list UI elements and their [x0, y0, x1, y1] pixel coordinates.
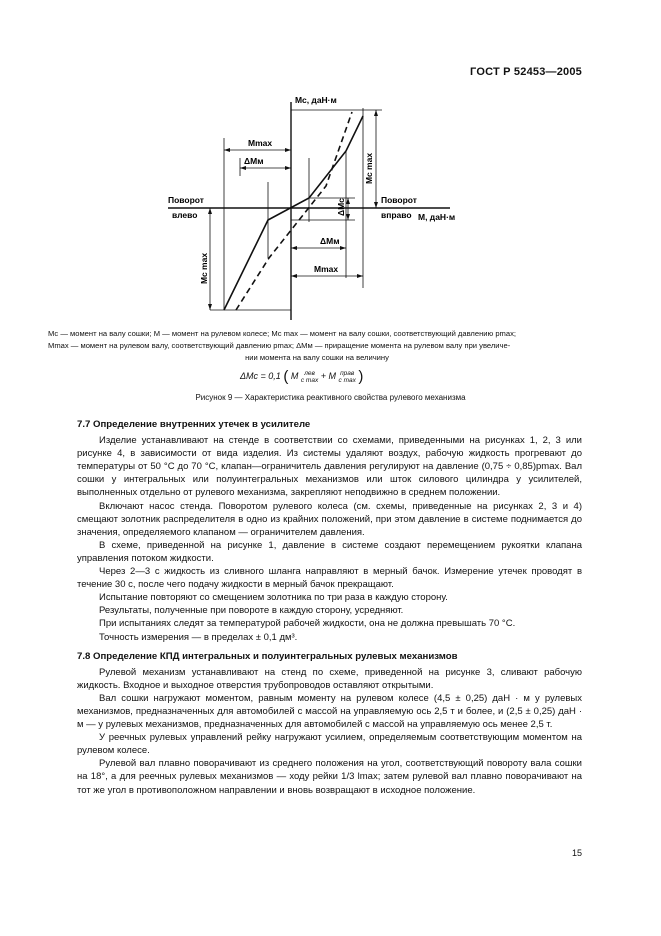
y-axis-label: Мс, даН·м — [295, 95, 337, 105]
legend-line-3: нии момента на валу сошки на величину — [245, 353, 389, 362]
right-turn-label-1: Поворот — [381, 195, 417, 205]
dm-c-label: ΔМс — [336, 198, 346, 216]
left-turn-label-2: влево — [172, 210, 198, 220]
section-7-8-paragraph: Вал сошки нагружают моментом, равным моменту на рулевом колесе (4,5 ± 0,25) даН · м у рулевых механизмов, предназначенных для автомобилей с массой на управляемую ось 2,5 т и более, и (2,5 ± 0,25) даН · м — у рулевых механизмов, предназначенных для автомобилей с массой на управляемую ось менее 2,5 т. — [77, 692, 582, 731]
section-7-8-paragraph: Рулевой механизм устанавливают на стенд по схеме, приведенной на рисунке 3, сливают рабочую жидкость. Входное и выходное отверстия трубопроводов оставляют открытыми. — [77, 666, 582, 691]
section-7-8-title: 7.8 Определение КПД интегральных и полуинтегральных рулевых механизмов — [77, 650, 458, 662]
section-7-7-paragraph: Изделие устанавливают на стенде в соответствии со схемами, приведенными на рисунках 1, 2, 3 или рисунке 4, в зависимости от вида изделия. Из системы удаляют воздух, рабочую жидкость прогревают до температуры от 50 °С до 70 °С, клапан—ограничитель давления регулируют на давление (0,75 ÷ 0,85)pmax. Вал сошки у интегральных или полуинтегральных механизмов или шток силового цилиндра у усилителей, выполненных отдельно от рулевого механизма, закрепляют неподвижно в среднем положении. — [77, 435, 582, 499]
formula-left: ΔМс = 0,1 — [240, 370, 281, 381]
legend-line-2: Мmax — момент на рулевом валу, соответствующий давлению pmax; ΔМм — приращение момента на рулевом валу при увеличе- — [48, 341, 511, 350]
section-7-7-title: 7.7 Определение внутренних утечек в усилителе — [77, 419, 311, 430]
section-7-7-paragraph: При испытаниях следят за температурой рабочей жидкости, она не должна превышать 70 °С. — [99, 618, 516, 630]
main-content — [77, 418, 582, 797]
document-header: ГОСТ Р 52453—2005 — [470, 66, 582, 78]
mmax-top-label: Мmax — [248, 138, 273, 148]
x-axis-label: М, даН·м — [418, 212, 456, 222]
mc-max-right-label: Мс max — [364, 152, 374, 184]
dm-m-bottom-label: ΔМм — [320, 236, 340, 246]
section-7-8-paragraph: У реечных рулевых управлений рейку нагружают усилием, определяемым соответствующим моментом на рулевом колесе. — [77, 732, 582, 757]
section-7-8-paragraph: Рулевой вал плавно поворачивают из среднего положения на угол, соответствующий повороту вала сошки на 18°, а для реечных рулевых механизмов — ходу рейки 1/3 lmax; затем рулевой вал плавно поворачивают на тот же угол в противоположном направлении и вновь возвращают в исходное положение. — [77, 758, 582, 796]
right-turn-label-2: вправо — [381, 210, 412, 220]
section-7-7-paragraph: В схеме, приведенной на рисунке 1, давление в системе создают перемещением рукоятки клапана управления потоком жидкости. — [77, 539, 582, 564]
figure-caption: Рисунок 9 — Характеристика реактивного свойства рулевого механизма — [195, 393, 466, 402]
legend-line-1: Мс — момент на валу сошки; М — момент на рулевом колесе; Мс max — момент на валу сошки, соответствующий давлению pmax; — [48, 329, 517, 338]
mc-max-left-label: Мс max — [199, 252, 209, 284]
mmax-bottom-label: Мmax — [314, 264, 339, 274]
left-turn-label-1: Поворот — [168, 195, 204, 205]
page-number: 15 — [571, 848, 582, 858]
dm-m-top-label: ΔМм — [244, 156, 264, 166]
figure-legend — [48, 328, 586, 364]
section-7-7-paragraph: Через 2—3 с жидкость из сливного шланга направляют в мерный бачок. Измерение утечек проводят в течение 30 с, после чего подачу жидкости в мерный бачок прекращают. — [77, 566, 582, 591]
delta-mc-formula: ΔМс = 0,1 ( М лев с max + М прав с max ) — [240, 368, 364, 385]
section-7-7-paragraph: Точность измерения — в пределах ± 0,1 дм³. — [99, 631, 298, 643]
section-7-7-paragraph: Результаты, полученные при повороте в каждую сторону, усредняют. — [99, 605, 404, 617]
section-7-7-paragraph: Включают насос стенда. Поворотом рулевого колеса (см. схемы, приведенные на рисунках 2, 3 и 4) смещают золотник распределителя в одно из крайних положений, при этом давление в системе поднимается до значения, определяемого клапаном — ограничителем давления. — [77, 500, 582, 538]
characteristic-figure — [150, 88, 510, 320]
section-7-7-paragraph: Испытание повторяют со смещением золотника по три раза в каждую сторону. — [99, 592, 448, 604]
